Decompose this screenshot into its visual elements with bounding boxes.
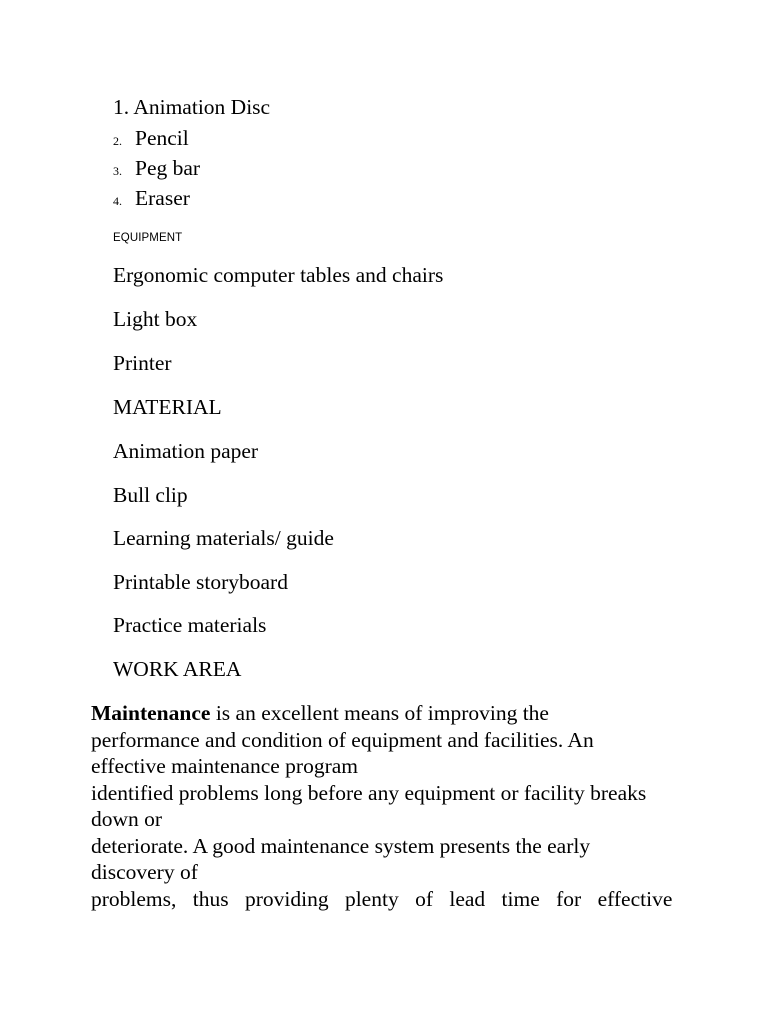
- bold-term: Maintenance: [91, 701, 211, 725]
- equipment-item: Ergonomic computer tables and chairs: [113, 263, 444, 287]
- material-item: Printable storyboard: [113, 570, 288, 594]
- paragraph-line: problems, thus providing plenty of lead time for effective: [91, 886, 673, 911]
- equipment-item: Light box: [113, 307, 198, 331]
- paragraph-line: performance and condition of equipment and facilities. An: [91, 727, 594, 752]
- material-heading: MATERIAL: [113, 395, 222, 419]
- material-item: Animation paper: [113, 439, 259, 463]
- list-item: [113, 125, 189, 154]
- list-item-number: 1.: [113, 95, 130, 119]
- equipment-item: Printer: [113, 351, 172, 375]
- paragraph-line: discovery of: [91, 860, 198, 884]
- material-item: Bull clip: [113, 483, 188, 507]
- paragraph-line: deteriorate. A good maintenance system presents the early: [91, 833, 591, 858]
- maintenance-paragraph: [91, 700, 691, 912]
- list-item-label: Pencil: [135, 126, 189, 150]
- list-item-number: 2.: [113, 134, 122, 148]
- paragraph-line: Maintenance is an excellent means of improving the: [91, 701, 549, 725]
- material-item: Practice materials: [113, 613, 267, 637]
- list-item-label: Animation Disc: [133, 95, 271, 119]
- list-item-label: Peg bar: [135, 156, 201, 180]
- list-item-number: 4.: [113, 194, 122, 208]
- paragraph-line: identified problems long before any equipment or facility breaks: [91, 780, 647, 805]
- list-item: [113, 155, 200, 184]
- list-item: [113, 94, 270, 120]
- list-item-label: Eraser: [135, 186, 190, 210]
- equipment-heading: EQUIPMENT: [113, 232, 183, 244]
- list-item-number: 3.: [113, 164, 122, 178]
- paragraph-line: down or: [91, 807, 163, 831]
- list-item: [113, 185, 190, 214]
- work-area-heading: WORK AREA: [113, 657, 242, 681]
- material-item: Learning materials/ guide: [113, 526, 334, 550]
- paragraph-line: effective maintenance program: [91, 754, 359, 778]
